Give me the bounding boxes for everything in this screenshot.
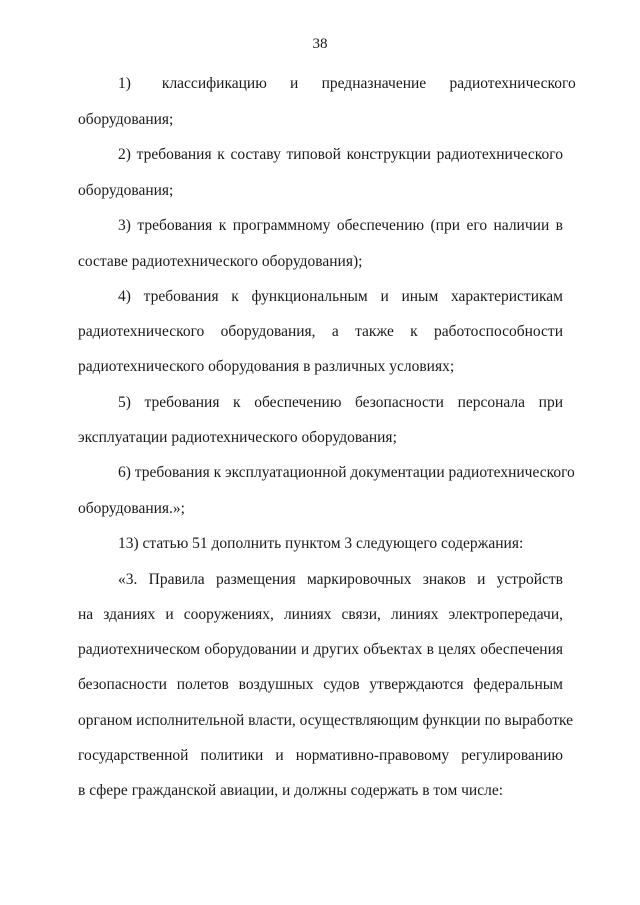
text-line: в сфере гражданской авиации, и должны содержать в том числе: xyxy=(78,782,504,799)
text-line: радиотехнического оборудования, а также к работоспособности xyxy=(78,323,563,340)
text-line: 3) требования к программному обеспечению (при его наличии в xyxy=(118,217,563,234)
page-number: 38 xyxy=(312,36,328,52)
text-line: 6) требования к эксплуатационной документации радиотехнического xyxy=(118,464,575,481)
text-line: безопасности полетов воздушных судов утверждаются федеральным xyxy=(78,676,563,693)
text-line: 2) требования к составу типовой конструкции радиотехнического xyxy=(118,146,563,163)
text-line: оборудования.»; xyxy=(78,500,185,517)
text-line: 5) требования к обеспечению безопасности персонала при xyxy=(118,394,563,411)
text-line: «3. Правила размещения маркировочных знаков и устройств xyxy=(118,571,563,588)
text-line: на зданиях и сооружениях, линиях связи, линиях электропередачи, xyxy=(78,606,563,623)
text-line: оборудования; xyxy=(78,182,174,199)
text-line: 1) классификацию и предназначение радиотехнического xyxy=(118,75,576,92)
text-line: 4) требования к функциональным и иным характеристикам xyxy=(118,288,563,305)
text-line: составе радиотехнического оборудования); xyxy=(78,253,363,270)
text-line: государственной политики и нормативно-правовому регулированию xyxy=(78,747,563,764)
text-line: оборудования; xyxy=(78,111,174,128)
text-line: радиотехническом оборудовании и других объектах в целях обеспечения xyxy=(78,641,563,658)
text-line: радиотехнического оборудования в различных условиях; xyxy=(78,358,455,375)
text-line: органом исполнительной власти, осуществляющим функции по выработке xyxy=(78,712,574,729)
text-line: 13) статью 51 дополнить пунктом 3 следующего содержания: xyxy=(118,535,524,552)
text-line: эксплуатации радиотехнического оборудования; xyxy=(78,429,397,446)
